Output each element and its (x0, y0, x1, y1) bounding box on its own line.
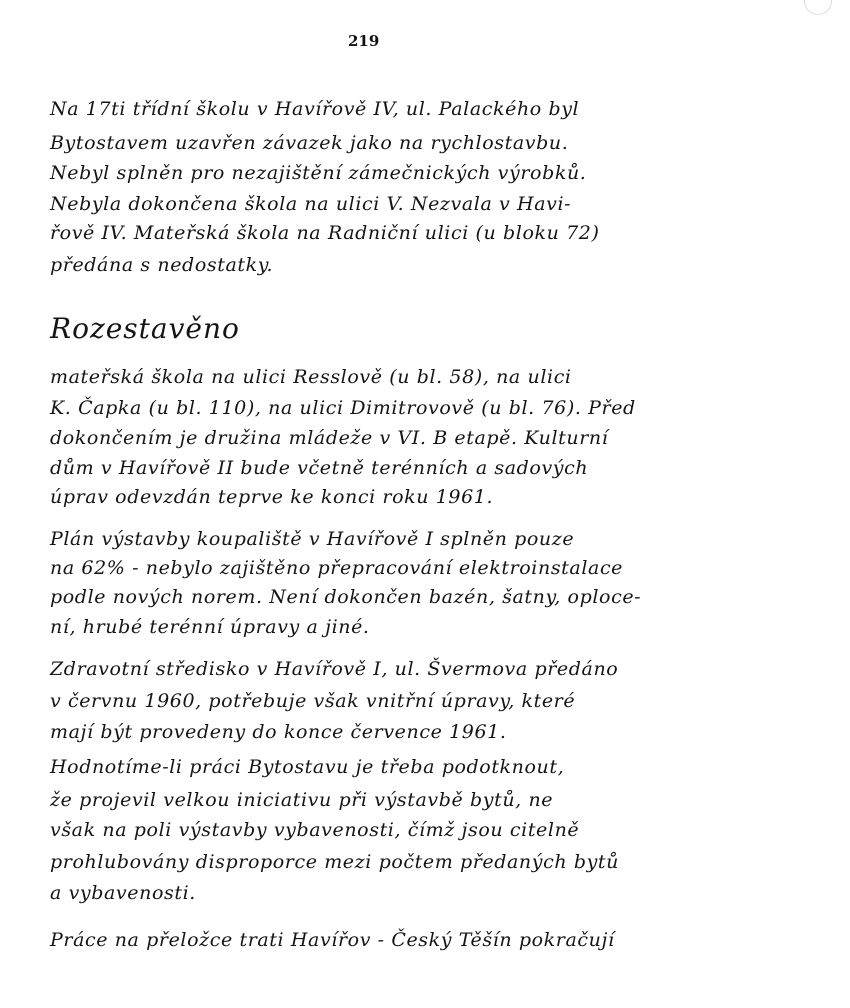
section-heading: Rozestavěno (50, 312, 240, 345)
paragraph-2-line: K. Čapka (u bl. 110), na ulici Dimitrovově (u bl. 76). Před (50, 397, 636, 419)
page-number: 219 (348, 32, 380, 50)
paragraph-2-line: dům v Havířově II bude včetně terénních a sadových (50, 457, 589, 479)
paragraph-2-line: mateřská škola na ulici Resslově (u bl. 58), na ulici (50, 366, 572, 388)
paragraph-5-line: však na poli výstavby vybavenosti, čímž jsou citelně (50, 819, 580, 841)
paragraph-5-line: prohlubovány disproporce mezi počtem předaných bytů (50, 851, 619, 873)
paragraph-2-line: úprav odevzdán teprve ke konci roku 1961. (50, 486, 494, 508)
paragraph-1-line: Bytostavem uzavřen závazek jako na rychlostavbu. (50, 132, 569, 154)
paragraph-6-line: Práce na přeložce trati Havířov - Český Těšín pokračují (50, 929, 615, 951)
paragraph-4-line: Zdravotní středisko v Havířově I, ul. Švermova předáno (50, 658, 619, 680)
paragraph-3-line: Plán výstavby koupaliště v Havířově I splněn pouze (50, 528, 575, 550)
paragraph-3-line: ní, hrubé terénní úpravy a jiné. (50, 616, 370, 638)
paragraph-5-line: a vybavenosti. (50, 882, 196, 904)
paragraph-3-line: na 62% - nebylo zajištěno přepracování elektroinstalace (50, 557, 624, 579)
paragraph-1-line: Nebyla dokončena škola na ulici V. Nezvala v Havi- (50, 193, 572, 215)
paragraph-1-line: Na 17ti třídní školu v Havířově IV, ul. Palackého byl (50, 98, 580, 120)
paragraph-4-line: mají být provedeny do konce července 1961. (50, 721, 507, 743)
paragraph-4-line: v červnu 1960, potřebuje však vnitřní úpravy, které (50, 690, 576, 712)
paragraph-5-line: Hodnotíme-li práci Bytostavu je třeba podotknout, (50, 756, 565, 778)
corner-stamp-mark (804, 0, 832, 15)
paragraph-3-line: podle nových norem. Není dokončen bazén, šatny, oploce- (50, 586, 642, 608)
paragraph-1-line: předána s nedostatky. (50, 254, 274, 276)
paragraph-5-line: že projevil velkou iniciativu při výstavbě bytů, ne (50, 789, 554, 811)
paragraph-2-line: dokončením je družina mládeže v VI. B etapě. Kulturní (50, 427, 609, 449)
paragraph-1-line: Nebyl splněn pro nezajištění zámečnických výrobků. (50, 162, 587, 184)
paragraph-1-line: řově IV. Mateřská škola na Radniční ulici (u bloku 72) (50, 222, 600, 244)
